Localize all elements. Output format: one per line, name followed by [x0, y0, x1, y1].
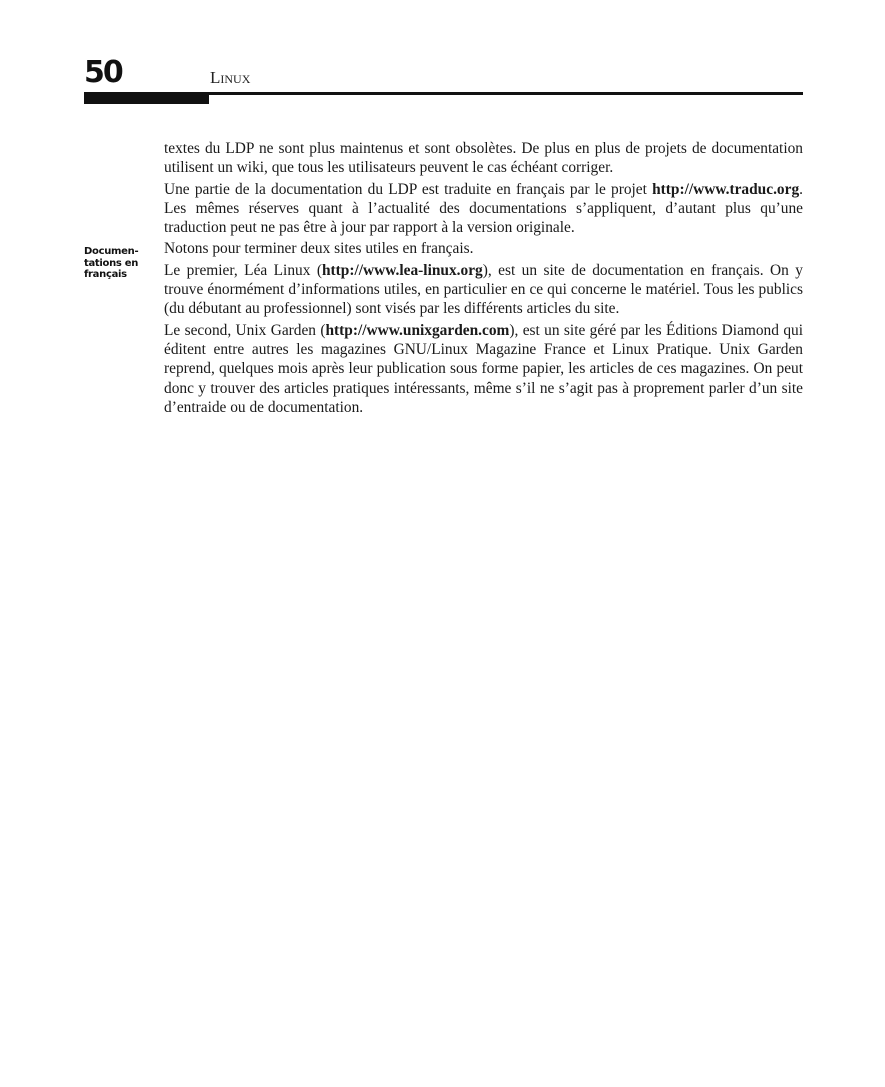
paragraph-traduc [164, 180, 803, 238]
running-head-title: Linux [210, 68, 251, 87]
link-unixgarden[interactable]: http://www.unixgarden.com [325, 321, 510, 339]
paragraph-two-sites [164, 239, 803, 258]
paragraph-text-before: Le premier, Léa Linux ( [164, 261, 322, 279]
paragraph-lea-linux [164, 261, 803, 319]
paragraph-ldp-obsolete [164, 139, 803, 178]
link-traduc[interactable]: http://www.traduc.org [652, 180, 800, 198]
paragraph-text: textes du LDP ne sont plus maintenus et sont obsolètes. De plus en plus de projets de documentation utilisent un wiki, que tous les utilisateurs peuvent le cas échéant corriger. [164, 140, 803, 177]
header-tab-block [84, 95, 209, 104]
paragraph-unix-garden [164, 321, 803, 417]
paragraph-text: Notons pour terminer deux sites utiles en français. [164, 240, 474, 258]
margin-note [84, 246, 154, 281]
paragraph-text-after: . Les mêmes réserves quant à l’actualité des documentations s’appliquent, d’autant plus qu’une traduction peut ne pas être à jour par rapport à la version originale. [164, 180, 803, 237]
page-number: 50 [84, 55, 122, 90]
paragraph-text-before: Une partie de la documentation du LDP est traduite en français par le projet [164, 180, 653, 198]
paragraph-text-after: ), est un site de documentation en français. On y trouve énormément d’informations utiles, en particulier en ce qui concerne le matériel. Tous les publics (du débutant au professionnel) sont visés par les différents articles du site. [164, 261, 803, 318]
paragraph-text-after: ), est un site géré par les Éditions Diamond qui éditent entre autres les magazines GNU/Linux Magazine France et Linux Pratique. Unix Garden reprend, quelques mois après leur publication sous forme papier, les articles de ces magazines. On peut donc y trouver des articles pratiques intéressants, même s’il ne s’agit pas à proprement parler d’un site d’entraide ou de documentation. [164, 321, 803, 416]
link-lea-linux[interactable]: http://www.lea-linux.org [321, 261, 483, 279]
body-text [164, 139, 803, 419]
margin-note-text: Documen- tations en français [84, 246, 139, 280]
paragraph-text-before: Le second, Unix Garden ( [164, 321, 326, 339]
